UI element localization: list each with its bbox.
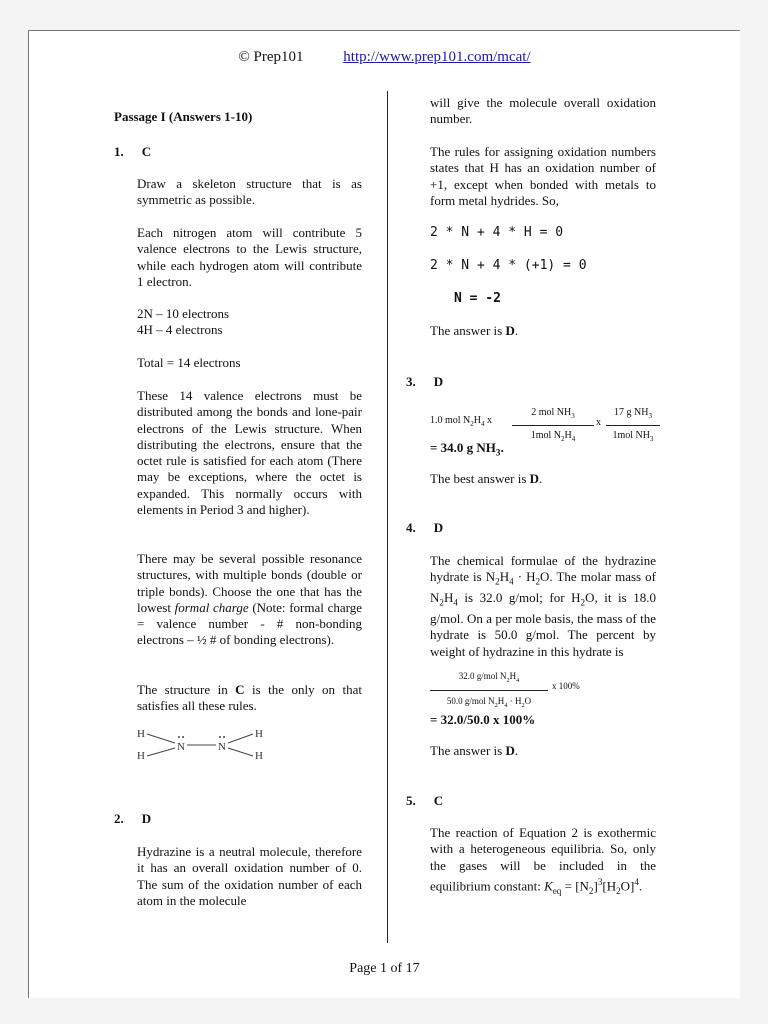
page-header xyxy=(29,49,740,66)
equation-1: 2 * N + 4 * H = 0 xyxy=(430,225,564,240)
result-4: = 32.0/50.0 x 100% xyxy=(430,712,536,727)
answer-2-continuation: will give the molecule overall oxidation number. xyxy=(430,95,656,127)
answer-2-statement: The answer is D. xyxy=(430,323,519,338)
answer-4-paragraph: The chemical formulae of the hydrazine hydrate is $N_2H_4 \cdot H_2O$. The molar mass of $N_2H_4$ is 32.0 g/mol; for $H_2O$, it is 18.0 g/mol. On a per mole basis, the mass of the hydrate is 50.0 g/mol. The percent by weight of hydrazine in this hydrate is xyxy=(430,553,656,659)
document-page xyxy=(28,30,740,998)
answer-1-paragraph-2: Each nitrogen atom will contribute 5 valence electrons to the Lewis structure, while each hydrogen atom will contribute 1 electron. xyxy=(137,225,362,289)
equation-2: 2 * N + 4 * (+1) = 0 xyxy=(430,258,587,273)
electron-count-n: 2N – 10 electrons xyxy=(137,306,230,321)
bond-line xyxy=(147,734,175,743)
hydrogen-atom: H xyxy=(255,750,263,762)
percent-calculation: 32.0 g/mol $N_2H_4$ 50.0 g/mol $N_2H_4 \cdot H_2O$ x 100% xyxy=(430,668,656,696)
site-link[interactable]: http://www.prep101.com/mcat/ xyxy=(343,49,531,65)
electron-total: Total = 14 electrons xyxy=(137,355,241,370)
answer-3-statement: The best answer is D. xyxy=(430,471,543,486)
lone-pair-electrons xyxy=(178,736,225,738)
conversion-fraction-1: 2 mol $NH_3$ 1mol $N_2H_4$ xyxy=(512,405,594,448)
answer-1-paragraph-3: These 14 valence electrons must be distributed among the bonds and lone-pair electrons of the Lewis structure. When distributing the electrons, ensure that the octet rule is satisfied for each atom (There may be exceptions, where the octet is expanded. This normally occurs with elements in Period 3 and higher). xyxy=(137,388,362,518)
answer-1-paragraph-1: Draw a skeleton structure that is as symmetric as possible. xyxy=(137,176,362,208)
electron-count-h: 4H – 4 electrons xyxy=(137,322,223,337)
conversion-fraction-2: 17 g $NH_3$ 1mol $NH_3$ xyxy=(606,405,660,448)
answer-1-paragraph-4: There may be several possible resonance structures, with multiple bonds (double or triple bonds). Choose the one that has the lowest formal charge (Note: formal charge = valence number - # non-bonding electrons – ½ # of bonding electrons). xyxy=(137,551,362,648)
result-3: = 34.0 g $NH_3$. xyxy=(430,440,504,458)
question-4-heading: 4. D xyxy=(406,520,444,535)
answer-2-paragraph: Hydrazine is a neutral molecule, therefore it has an overall oxidation number of 0. The sum of the oxidation number of each atom in the molecule xyxy=(137,844,362,908)
page-number: Page 1 of 17 xyxy=(349,961,420,976)
hydrogen-atom: H xyxy=(137,750,145,762)
bond-line xyxy=(147,748,175,756)
percent-fraction: 32.0 g/mol $N_2H_4$ 50.0 g/mol $N_2H_4 \cdot H_2O$ xyxy=(430,668,548,714)
nitrogen-atom: N xyxy=(218,741,226,753)
answer-1-paragraph-5: The structure in C is the only on that satisfies all these rules. xyxy=(137,682,362,714)
equation-3: N = -2 xyxy=(454,291,501,306)
bond-line xyxy=(228,748,253,756)
passage-title: Passage I (Answers 1-10) xyxy=(114,109,253,124)
question-5-heading: 5. C xyxy=(406,793,444,808)
answer-4-statement: The answer is D. xyxy=(430,743,519,758)
nitrogen-atom: N xyxy=(177,741,185,753)
column-divider xyxy=(387,91,388,943)
hydrogen-atom: H xyxy=(137,728,145,740)
hydrogen-atom: H xyxy=(255,728,263,740)
stoichiometry-calculation: 1.0 mol $N_2H_4$ x 2 mol $NH_3$ 1mol $N_2H_4$ x 17 g $NH_3$ 1mol $NH_3$ xyxy=(430,405,656,437)
question-1-heading: 1. C xyxy=(114,144,152,159)
question-3-heading: 3. D xyxy=(406,374,444,389)
oxidation-rules-paragraph: The rules for assigning oxidation numbers states that H has an oxidation number of +1, except when bonded with metals to form metal hydrides. So, xyxy=(430,144,656,208)
bond-line xyxy=(228,734,253,743)
answer-5-paragraph: The reaction of Equation 2 is exothermic with a heterogeneous equilibria. So, only the gases will be included in the equilibrium constant: $K_{eq} = [N_2]^3[H_2O]^4$. xyxy=(430,825,656,896)
brand-text: © Prep101 xyxy=(238,49,304,65)
question-2-heading: 2. D xyxy=(114,811,152,826)
lewis-structure xyxy=(137,725,277,765)
